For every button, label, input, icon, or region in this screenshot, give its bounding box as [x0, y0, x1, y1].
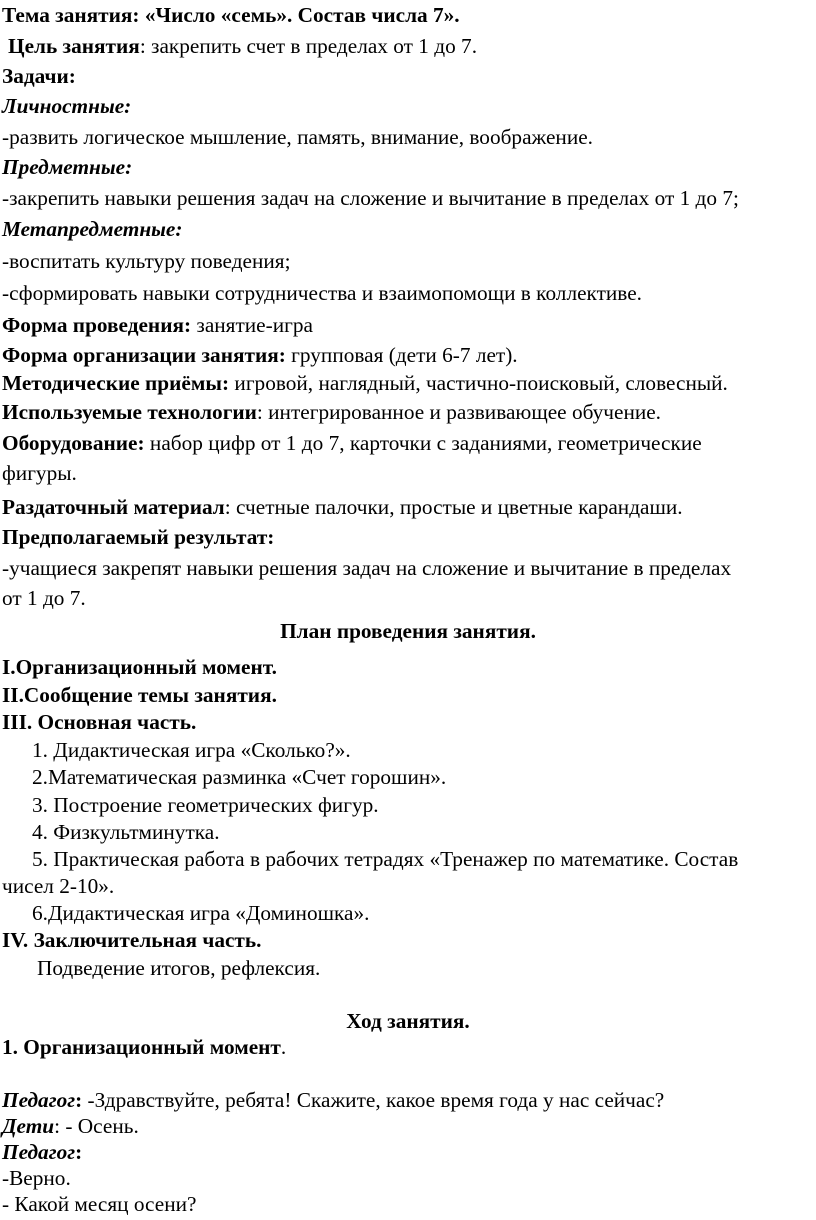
methods-label: Методические приёмы:: [2, 371, 230, 395]
methods-value: игровой, наглядный, частично-поисковый, словесный.: [229, 371, 728, 395]
equipment-line: [2, 430, 702, 456]
plan-section: IV. Заключительная часть.: [2, 928, 262, 952]
dialogue-line: [2, 1087, 664, 1113]
result-line: -учащиеся закрепят навыки решения задач на сложение и вычитание в пределах: [2, 556, 732, 580]
form-label: Форма проведения:: [2, 313, 192, 337]
plan-item-continued: чисел 2-10».: [2, 874, 115, 898]
speaker-separator: :: [75, 1088, 88, 1112]
tech-line: [2, 399, 661, 425]
plan-item: 2.Математическая разминка «Счет горошин».: [32, 765, 447, 789]
speaker-separator: :: [75, 1140, 83, 1164]
org-value: групповая (дети 6-7 лет).: [285, 343, 518, 367]
dialogue-text-line: - Какой месяц осени?: [2, 1192, 197, 1216]
goal-line: [8, 33, 477, 59]
personal-heading: Личностные:: [2, 94, 132, 118]
org-label: Форма организации занятия:: [2, 343, 286, 367]
speaker-name: Педагог: [2, 1140, 76, 1164]
dialogue-text: -Здравствуйте, ребята! Скажите, какое время года у нас сейчас?: [87, 1088, 665, 1112]
handout-label: Раздаточный материал: [2, 495, 225, 519]
result-heading: Предполагаемый результат:: [2, 525, 275, 549]
equipment-label: Оборудование:: [2, 431, 145, 455]
subject-heading: Предметные:: [2, 155, 133, 179]
tech-value: : интегрированное и развивающее обучение.: [256, 400, 662, 424]
tech-label: Используемые технологии: [2, 400, 257, 424]
dialogue-line: [2, 1113, 139, 1139]
meta-item: -воспитать культуру поведения;: [2, 249, 291, 273]
topic-label: Тема занятия: «: [2, 3, 156, 27]
dialogue-line: [2, 1139, 82, 1165]
goal-value: : закрепить счет в пределах от 1 до 7.: [139, 34, 478, 58]
equipment-value-continued: фигуры.: [2, 461, 77, 485]
form-value: занятие-игра: [191, 313, 313, 337]
plan-section: I.Организационный момент.: [2, 655, 277, 679]
lesson-title: Ход занятия.: [346, 1009, 470, 1033]
plan-section: II.Сообщение темы занятия.: [2, 683, 277, 707]
form-line: [2, 312, 313, 338]
methods-line: [2, 370, 728, 396]
lesson-part-heading: [2, 1034, 286, 1060]
topic-value: Число «семь». Состав числа 7».: [155, 3, 460, 27]
plan-item: 1. Дидактическая игра «Сколько?».: [32, 738, 351, 762]
handout-value: : счетные палочки, простые и цветные карандаши.: [224, 495, 683, 519]
speaker-separator: :: [54, 1114, 66, 1138]
plan-item: 3. Построение геометрических фигур.: [32, 793, 379, 817]
meta-heading: Метапредметные:: [2, 217, 183, 241]
personal-item: -развить логическое мышление, память, внимание, воображение.: [2, 125, 593, 149]
speaker-name: Педагог: [2, 1088, 76, 1112]
plan-item: 6.Дидактическая игра «Доминошка».: [32, 901, 370, 925]
dialogue-text-line: -Верно.: [2, 1166, 71, 1190]
dialogue-text: - Осень.: [65, 1114, 139, 1138]
result-line: от 1 до 7.: [2, 586, 86, 610]
org-line: [2, 342, 518, 368]
plan-section: III. Основная часть.: [2, 710, 197, 734]
topic-line: [2, 2, 460, 28]
speaker-name: Дети: [2, 1114, 55, 1138]
handout-line: [2, 494, 683, 520]
tasks-heading: Задачи:: [2, 64, 76, 88]
subject-item: -закрепить навыки решения задач на сложение и вычитание в пределах от 1 до 7;: [2, 186, 739, 210]
lesson-part-dot: .: [280, 1035, 287, 1059]
equipment-value: набор цифр от 1 до 7, карточки с заданиями, геометрические: [144, 431, 702, 455]
meta-item: -сформировать навыки сотрудничества и взаимопомощи в коллективе.: [2, 281, 642, 305]
plan-title: План проведения занятия.: [280, 619, 536, 643]
goal-label: Цель занятия: [8, 34, 140, 58]
plan-item: 5. Практическая работа в рабочих тетрадях «Тренажер по математике. Состав: [32, 847, 739, 871]
plan-final-item: Подведение итогов, рефлексия.: [37, 956, 321, 980]
lesson-part-label: 1. Организационный момент: [2, 1035, 281, 1059]
plan-item: 4. Физкультминутка.: [32, 820, 220, 844]
